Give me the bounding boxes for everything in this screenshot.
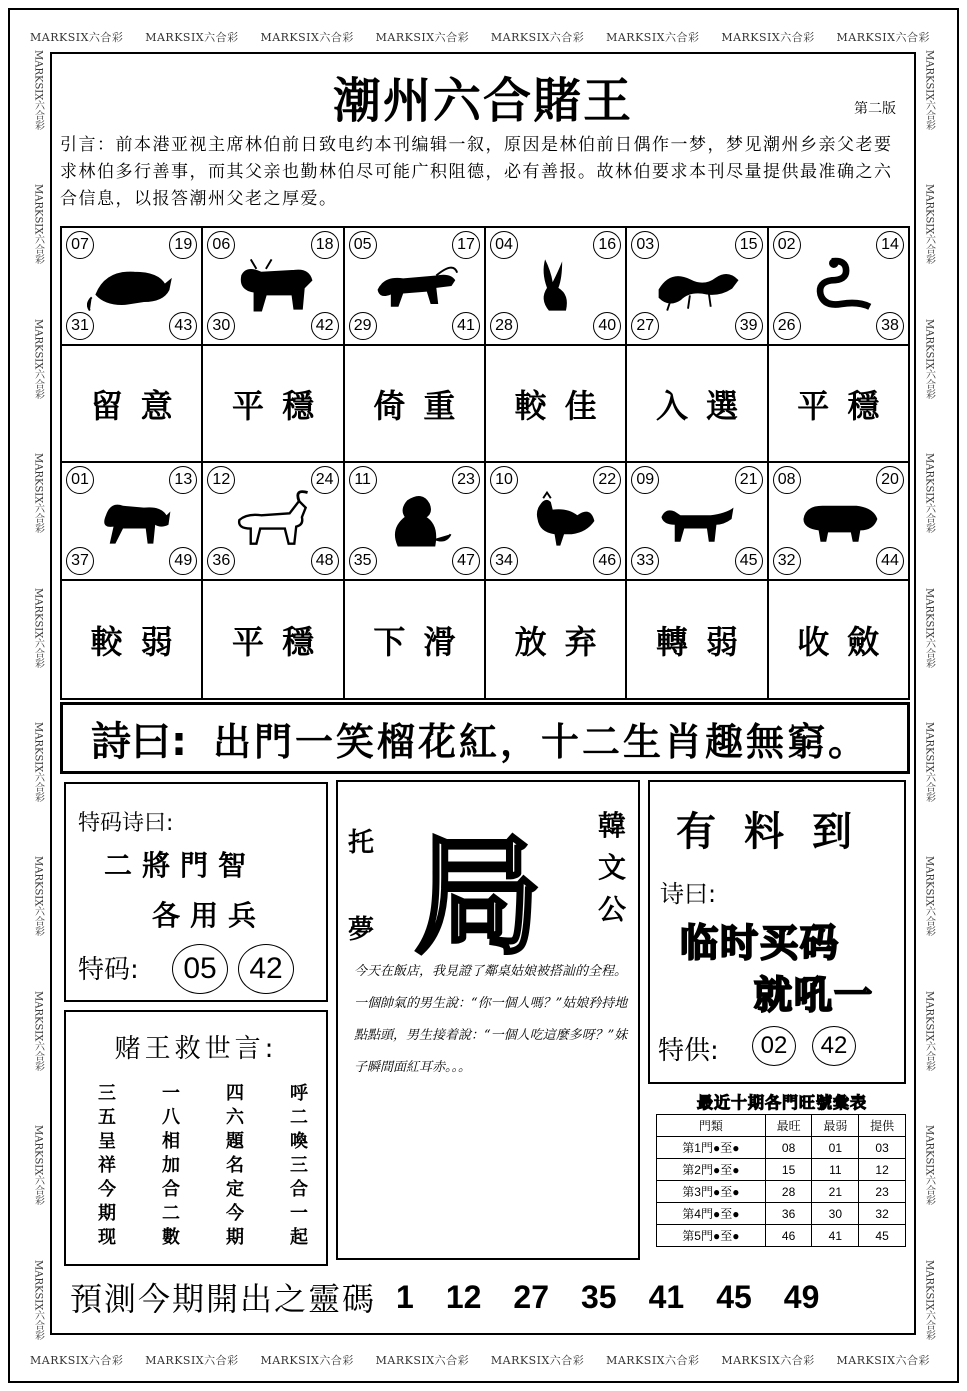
zodiac-word-cell <box>486 346 627 461</box>
watermark: MARKSIX六合彩 <box>30 31 124 44</box>
watermark: MARKSIX六合彩 <box>32 318 44 400</box>
zodiac-word: 收斂 <box>797 622 898 661</box>
watermark: MARKSIX六合彩 <box>32 587 44 668</box>
dream-big-char: 局 <box>414 822 543 972</box>
zodiac-number: 20 <box>876 466 904 494</box>
saviour-char: 三 <box>98 1083 116 1104</box>
zodiac-word-cell <box>627 346 768 461</box>
watermark: MARKSIX六合彩 <box>32 990 44 1072</box>
zodiac-word: 較弱 <box>90 622 191 661</box>
watermark: MARKSIX六合彩 <box>32 856 44 937</box>
zodiac-cell <box>345 463 486 579</box>
zodiac-word: 較佳 <box>514 386 615 425</box>
material-label: 诗曰: <box>660 880 717 908</box>
zodiac-word-cell <box>203 346 344 461</box>
watermark: MARKSIX六合彩 <box>32 721 44 803</box>
watermark: MARKSIX六合彩 <box>923 184 935 265</box>
zodiac-grid <box>60 226 910 700</box>
history-body <box>657 1137 906 1247</box>
forecast-number: 41 <box>648 1278 685 1315</box>
table-cell: 第4門●至● <box>657 1203 766 1225</box>
special-line-2: 各用兵 <box>152 899 267 932</box>
zodiac-number: 46 <box>593 547 621 575</box>
watermark-right <box>919 50 939 1340</box>
dream-left-char: 托 <box>348 828 375 858</box>
zodiac-word: 平穩 <box>797 386 898 425</box>
zodiac-cell <box>486 463 627 579</box>
table-cell: 03 <box>859 1137 906 1159</box>
table-header: 最旺 <box>765 1115 812 1137</box>
table-cell: 36 <box>765 1203 812 1225</box>
watermark: MARKSIX六合彩 <box>375 31 470 44</box>
forecast-number: 12 <box>445 1278 482 1315</box>
forecast-number: 1 <box>396 1278 414 1315</box>
saviour-char: 二 <box>162 1203 180 1224</box>
watermark: MARKSIX六合彩 <box>836 31 930 44</box>
zodiac-number: 14 <box>876 231 904 259</box>
zodiac-number: 26 <box>773 312 801 340</box>
table-cell: 第2門●至● <box>657 1159 766 1181</box>
zodiac-number: 27 <box>631 312 659 340</box>
ox-icon <box>228 250 318 320</box>
zodiac-word-cell <box>769 346 908 461</box>
zodiac-number: 28 <box>490 312 518 340</box>
table-header: 最弱 <box>812 1115 859 1137</box>
zodiac-word: 平穩 <box>231 622 332 661</box>
saviour-title: 赌王救世言: <box>114 1034 278 1064</box>
dream-left-char: 夢 <box>348 915 375 945</box>
saviour-char: 五 <box>98 1107 116 1128</box>
watermark: MARKSIX六合彩 <box>375 1354 470 1367</box>
table-cell: 11 <box>812 1159 859 1181</box>
zodiac-number: 21 <box>735 466 763 494</box>
zodiac-number: 38 <box>876 312 904 340</box>
saviour-char: 相 <box>162 1131 180 1152</box>
zodiac-number: 29 <box>349 312 377 340</box>
rabbit-icon <box>511 250 601 320</box>
watermark: MARKSIX六合彩 <box>32 453 44 534</box>
saviour-char: 八 <box>162 1107 180 1128</box>
zodiac-cell <box>769 228 908 344</box>
saviour-char: 六 <box>226 1107 244 1128</box>
zodiac-number: 08 <box>773 466 801 494</box>
zodiac-word-cell <box>486 581 627 698</box>
zodiac-number: 36 <box>207 547 235 575</box>
zodiac-cell <box>627 463 768 579</box>
watermark: MARKSIX六合彩 <box>145 31 239 44</box>
saviour-char: 喚 <box>290 1131 308 1152</box>
table-cell: 15 <box>765 1159 812 1181</box>
material-heading: 有料到 <box>676 809 880 855</box>
zodiac-cell <box>203 463 344 579</box>
material-poem-1: 临时买码 <box>680 921 841 965</box>
forecast-label: 預測今期開出之靈碼 <box>70 1280 377 1318</box>
zodiac-row-2-words <box>62 581 908 698</box>
zodiac-row-1-animals <box>62 228 908 346</box>
dream-left-text <box>348 822 378 946</box>
saviour-column <box>162 1082 180 1250</box>
table-cell: 08 <box>765 1137 812 1159</box>
zodiac-number: 37 <box>66 547 94 575</box>
saviour-char: 題 <box>226 1131 244 1152</box>
saviour-char: 一 <box>290 1203 308 1224</box>
zodiac-word-cell <box>203 581 344 698</box>
watermark: MARKSIX六合彩 <box>721 1354 815 1367</box>
saviour-box <box>64 1010 328 1266</box>
table-row <box>657 1225 906 1247</box>
saviour-char: 今 <box>98 1179 116 1200</box>
zodiac-number: 42 <box>311 312 339 340</box>
watermark: MARKSIX六合彩 <box>923 318 935 400</box>
tiger-icon <box>370 250 460 320</box>
watermark: MARKSIX六合彩 <box>260 31 354 44</box>
forecast-number: 27 <box>513 1278 549 1315</box>
dream-right-text <box>598 804 628 928</box>
poem-label: 詩曰: <box>91 718 187 765</box>
watermark-top <box>30 25 930 49</box>
table-cell: 41 <box>812 1225 859 1247</box>
saviour-char: 加 <box>162 1155 180 1176</box>
table-row <box>657 1203 906 1225</box>
dream-right-char: 韓 <box>598 809 627 842</box>
saviour-char: 數 <box>162 1227 180 1248</box>
watermark: MARKSIX六合彩 <box>923 1125 935 1206</box>
zodiac-number: 32 <box>773 547 801 575</box>
saviour-char: 一 <box>162 1083 180 1104</box>
edition-label: 第二版 <box>854 101 896 117</box>
watermark: MARKSIX六合彩 <box>30 1354 124 1367</box>
rooster-icon <box>511 485 601 555</box>
goat-icon <box>228 485 318 555</box>
zodiac-number: 34 <box>490 547 518 575</box>
zodiac-number: 16 <box>593 231 621 259</box>
saviour-char: 祥 <box>98 1155 116 1176</box>
zodiac-number: 24 <box>311 466 339 494</box>
special-code: 42 <box>238 944 294 994</box>
zodiac-word-cell <box>345 346 486 461</box>
saviour-char: 名 <box>226 1155 244 1176</box>
saviour-column <box>290 1082 308 1250</box>
zodiac-number: 47 <box>452 547 480 575</box>
watermark-left <box>28 50 48 1340</box>
zodiac-number: 35 <box>349 547 377 575</box>
watermark: MARKSIX六合彩 <box>923 1259 935 1340</box>
zodiac-number: 43 <box>169 312 197 340</box>
dream-box <box>336 780 640 1260</box>
horse-icon <box>87 485 177 555</box>
table-header: 門類 <box>657 1115 766 1137</box>
zodiac-word-cell <box>769 581 908 698</box>
history-title: 最近十期各門旺號彙表 <box>696 1093 867 1112</box>
special-label: 特码诗曰: <box>78 811 174 836</box>
supply-label: 特供: <box>658 1036 719 1066</box>
special-code-label: 特码: <box>78 955 139 985</box>
zodiac-number: 39 <box>735 312 763 340</box>
special-line-1: 二將門智 <box>104 849 257 882</box>
zodiac-number: 06 <box>207 231 235 259</box>
saviour-char: 合 <box>162 1179 180 1200</box>
saviour-column <box>98 1082 116 1250</box>
forecast-number: 35 <box>581 1278 617 1315</box>
watermark: MARKSIX六合彩 <box>606 31 700 44</box>
saviour-char: 期 <box>226 1227 244 1248</box>
zodiac-number: 30 <box>207 312 235 340</box>
table-cell: 45 <box>859 1225 906 1247</box>
table-cell: 21 <box>812 1181 859 1203</box>
saviour-char: 现 <box>98 1227 116 1248</box>
zodiac-cell <box>345 228 486 344</box>
table-cell: 12 <box>859 1159 906 1181</box>
zodiac-number: 31 <box>66 312 94 340</box>
zodiac-number: 49 <box>169 547 197 575</box>
table-header: 提供 <box>859 1115 906 1137</box>
saviour-char: 二 <box>290 1107 308 1128</box>
page-title: 潮州六合賭王 <box>332 73 633 129</box>
saviour-char: 三 <box>290 1155 308 1176</box>
zodiac-number: 02 <box>773 231 801 259</box>
table-row <box>657 1159 906 1181</box>
table-cell: 23 <box>859 1181 906 1203</box>
material-box <box>648 780 906 1084</box>
zodiac-cell <box>203 228 344 344</box>
dream-right-char: 公 <box>598 893 627 926</box>
zodiac-number: 04 <box>490 231 518 259</box>
table-cell: 46 <box>765 1225 812 1247</box>
watermark: MARKSIX六合彩 <box>923 721 935 803</box>
main-content <box>50 52 916 1335</box>
forecast-number: 49 <box>783 1278 820 1315</box>
table-header-row <box>657 1115 906 1137</box>
watermark: MARKSIX六合彩 <box>836 1354 930 1367</box>
watermark: MARKSIX六合彩 <box>923 50 935 131</box>
dream-story: 今天在飯店，我見證了鄰桌姑娘被搭訕的全程。一個帥氣的男生說：“你一個人嗎？”姑娘矜持地點點頭，男生接着說：“一個人吃這麼多呀？”妹子瞬間面紅耳赤。。。 <box>354 964 628 1075</box>
zodiac-number: 33 <box>631 547 659 575</box>
dream-right-char: 文 <box>598 851 627 884</box>
watermark: MARKSIX六合彩 <box>490 1354 585 1367</box>
intro-text: 引言：前本港亚视主席林伯前日致电约本刊编辑一叙，原因是林伯前日偶作一梦，梦见潮州乡亲父老要求林伯多行善事，而其父亲也勤林伯尽可能广积阻德，必有善报。故林伯要求本刊尽量提供最准确之六合信息，以报答潮州父老之厚爱。 <box>60 135 893 209</box>
zodiac-number: 10 <box>490 466 518 494</box>
forecast-number: 45 <box>716 1278 752 1315</box>
zodiac-number: 13 <box>169 466 197 494</box>
watermark: MARKSIX六合彩 <box>606 1354 700 1367</box>
table-cell: 32 <box>859 1203 906 1225</box>
watermark: MARKSIX六合彩 <box>490 31 585 44</box>
zodiac-number: 48 <box>311 547 339 575</box>
table-cell: 28 <box>765 1181 812 1203</box>
zodiac-cell <box>769 463 908 579</box>
zodiac-number: 41 <box>452 312 480 340</box>
watermark: MARKSIX六合彩 <box>260 1354 354 1367</box>
zodiac-number: 11 <box>349 466 377 494</box>
supply-code: 42 <box>812 1026 856 1066</box>
zodiac-word: 轉弱 <box>655 622 756 661</box>
zodiac-cell <box>62 228 203 344</box>
zodiac-word-cell <box>345 581 486 698</box>
saviour-char: 呈 <box>98 1131 116 1152</box>
table-cell: 第1門●至● <box>657 1137 766 1159</box>
zodiac-word: 放弃 <box>514 622 615 661</box>
watermark-bottom <box>30 1348 930 1372</box>
watermark: MARKSIX六合彩 <box>32 1125 44 1206</box>
table-row <box>657 1181 906 1203</box>
zodiac-number: 23 <box>452 466 480 494</box>
monkey-icon <box>370 485 460 555</box>
zodiac-number: 44 <box>876 547 904 575</box>
zodiac-row-2-animals <box>62 463 908 581</box>
zodiac-number: 45 <box>735 547 763 575</box>
saviour-char: 期 <box>98 1203 116 1224</box>
saviour-char: 起 <box>290 1227 308 1248</box>
saviour-char: 四 <box>226 1083 244 1104</box>
special-code-box <box>64 782 328 1002</box>
zodiac-number: 09 <box>631 466 659 494</box>
forecast-numbers <box>396 1279 819 1316</box>
watermark: MARKSIX六合彩 <box>145 1354 239 1367</box>
saviour-char: 今 <box>226 1203 244 1224</box>
watermark: MARKSIX六合彩 <box>721 31 815 44</box>
special-code: 05 <box>172 944 228 994</box>
saviour-char: 定 <box>226 1179 244 1200</box>
zodiac-word: 下滑 <box>373 622 474 661</box>
watermark: MARKSIX六合彩 <box>32 50 44 131</box>
saviour-char: 呼 <box>290 1083 308 1104</box>
zodiac-cell <box>486 228 627 344</box>
zodiac-row-1-words <box>62 346 908 463</box>
zodiac-word-cell <box>62 581 203 698</box>
table-cell: 第5門●至● <box>657 1225 766 1247</box>
forecast-bar <box>70 1274 910 1320</box>
snake-icon <box>794 250 884 320</box>
table-cell: 第3門●至● <box>657 1181 766 1203</box>
watermark: MARKSIX六合彩 <box>923 587 935 668</box>
zodiac-number: 07 <box>66 231 94 259</box>
dragon-icon <box>652 250 742 320</box>
zodiac-number: 03 <box>631 231 659 259</box>
poem-bar <box>60 702 910 774</box>
table-cell: 30 <box>812 1203 859 1225</box>
zodiac-word: 平穩 <box>231 386 332 425</box>
watermark: MARKSIX六合彩 <box>923 453 935 534</box>
supply-code: 02 <box>752 1026 796 1066</box>
material-poem-2: 就吼一 <box>754 973 875 1017</box>
zodiac-cell <box>627 228 768 344</box>
zodiac-word-cell <box>62 346 203 461</box>
zodiac-number: 12 <box>207 466 235 494</box>
watermark: MARKSIX六合彩 <box>32 1259 44 1340</box>
zodiac-number: 40 <box>593 312 621 340</box>
pig-icon <box>794 485 884 555</box>
table-cell: 01 <box>812 1137 859 1159</box>
zodiac-number: 19 <box>169 231 197 259</box>
poem-text: 出門一笑榴花紅，十二生肖趣無窮。 <box>213 719 870 764</box>
watermark: MARKSIX六合彩 <box>923 856 935 937</box>
zodiac-word: 入選 <box>655 386 756 425</box>
watermark: MARKSIX六合彩 <box>923 990 935 1072</box>
zodiac-word-cell <box>627 581 768 698</box>
zodiac-cell <box>62 463 203 579</box>
dog-icon <box>652 485 742 555</box>
saviour-columns <box>98 1082 308 1250</box>
saviour-char: 合 <box>290 1179 308 1200</box>
rat-icon <box>87 250 177 320</box>
zodiac-number: 01 <box>66 466 94 494</box>
history-table <box>656 1114 906 1247</box>
zodiac-number: 22 <box>593 466 621 494</box>
watermark: MARKSIX六合彩 <box>32 184 44 265</box>
zodiac-word: 留意 <box>90 386 191 425</box>
zodiac-number: 15 <box>735 231 763 259</box>
zodiac-number: 18 <box>311 231 339 259</box>
table-row <box>657 1137 906 1159</box>
saviour-column <box>226 1082 244 1250</box>
zodiac-number: 05 <box>349 231 377 259</box>
zodiac-number: 17 <box>452 231 480 259</box>
zodiac-word: 倚重 <box>373 386 474 425</box>
